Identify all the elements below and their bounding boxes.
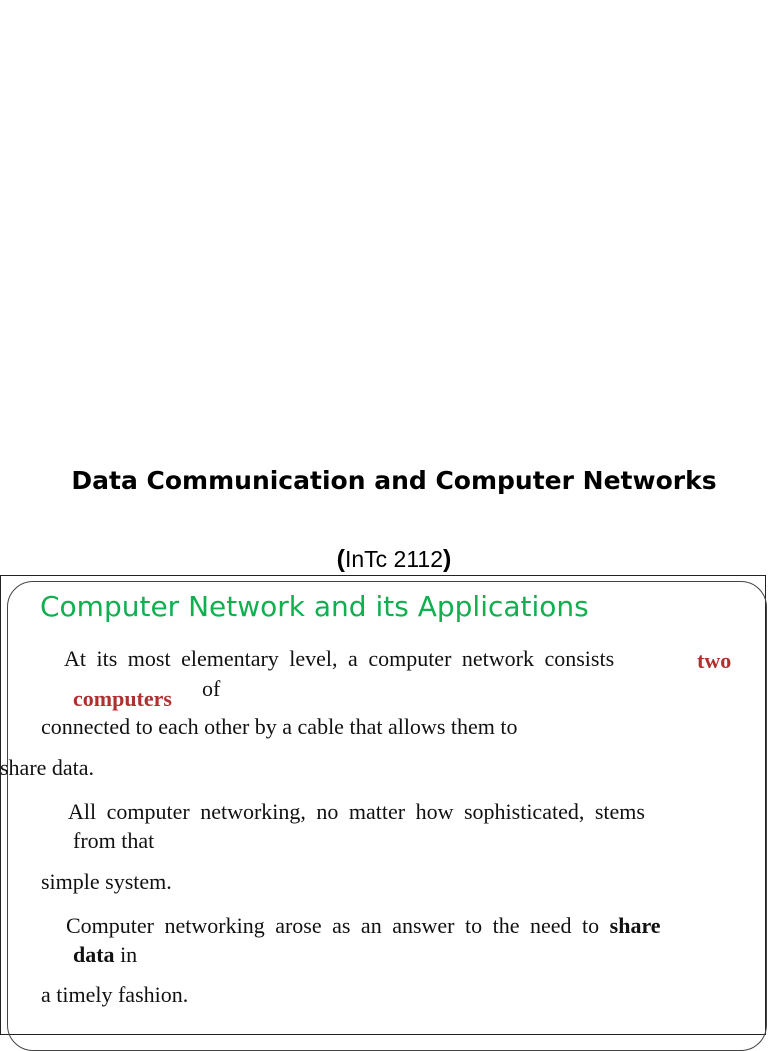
p1-emph-two: two [697,648,732,673]
p3-emph-share: share [609,913,661,938]
p1-emph-computers: computers [73,686,172,711]
course-code: InTc 2112 [344,546,444,572]
p1-line2: connected to each other by a cable that allows them to [41,714,518,739]
p3-line3: a timely fashion. [41,982,189,1007]
course-close-paren: ) [443,545,452,573]
course-open-paren: ( [336,545,345,573]
p3-line2 [73,942,137,968]
p3-line2-text: in [120,942,138,967]
p3-line1-text: Computer networking arose as an answer to the need to [66,913,600,938]
p2-line1: All computer networking, no matter how sophisticated, stems [68,799,645,824]
slide-title: Computer Network and its Applications [40,590,589,623]
course-code-line [0,545,768,574]
document-title: Data Communication and Computer Networks [71,466,717,495]
p3-emph-data: data [73,942,115,967]
p3-line1 [66,913,661,939]
p2-line2: from that [73,828,155,853]
p1-of: of [202,676,221,701]
p2-line3: simple system. [41,869,172,894]
p1-line1: At its most elementary level, a computer network consists [64,646,615,671]
p1-line3: share data. [0,755,95,780]
